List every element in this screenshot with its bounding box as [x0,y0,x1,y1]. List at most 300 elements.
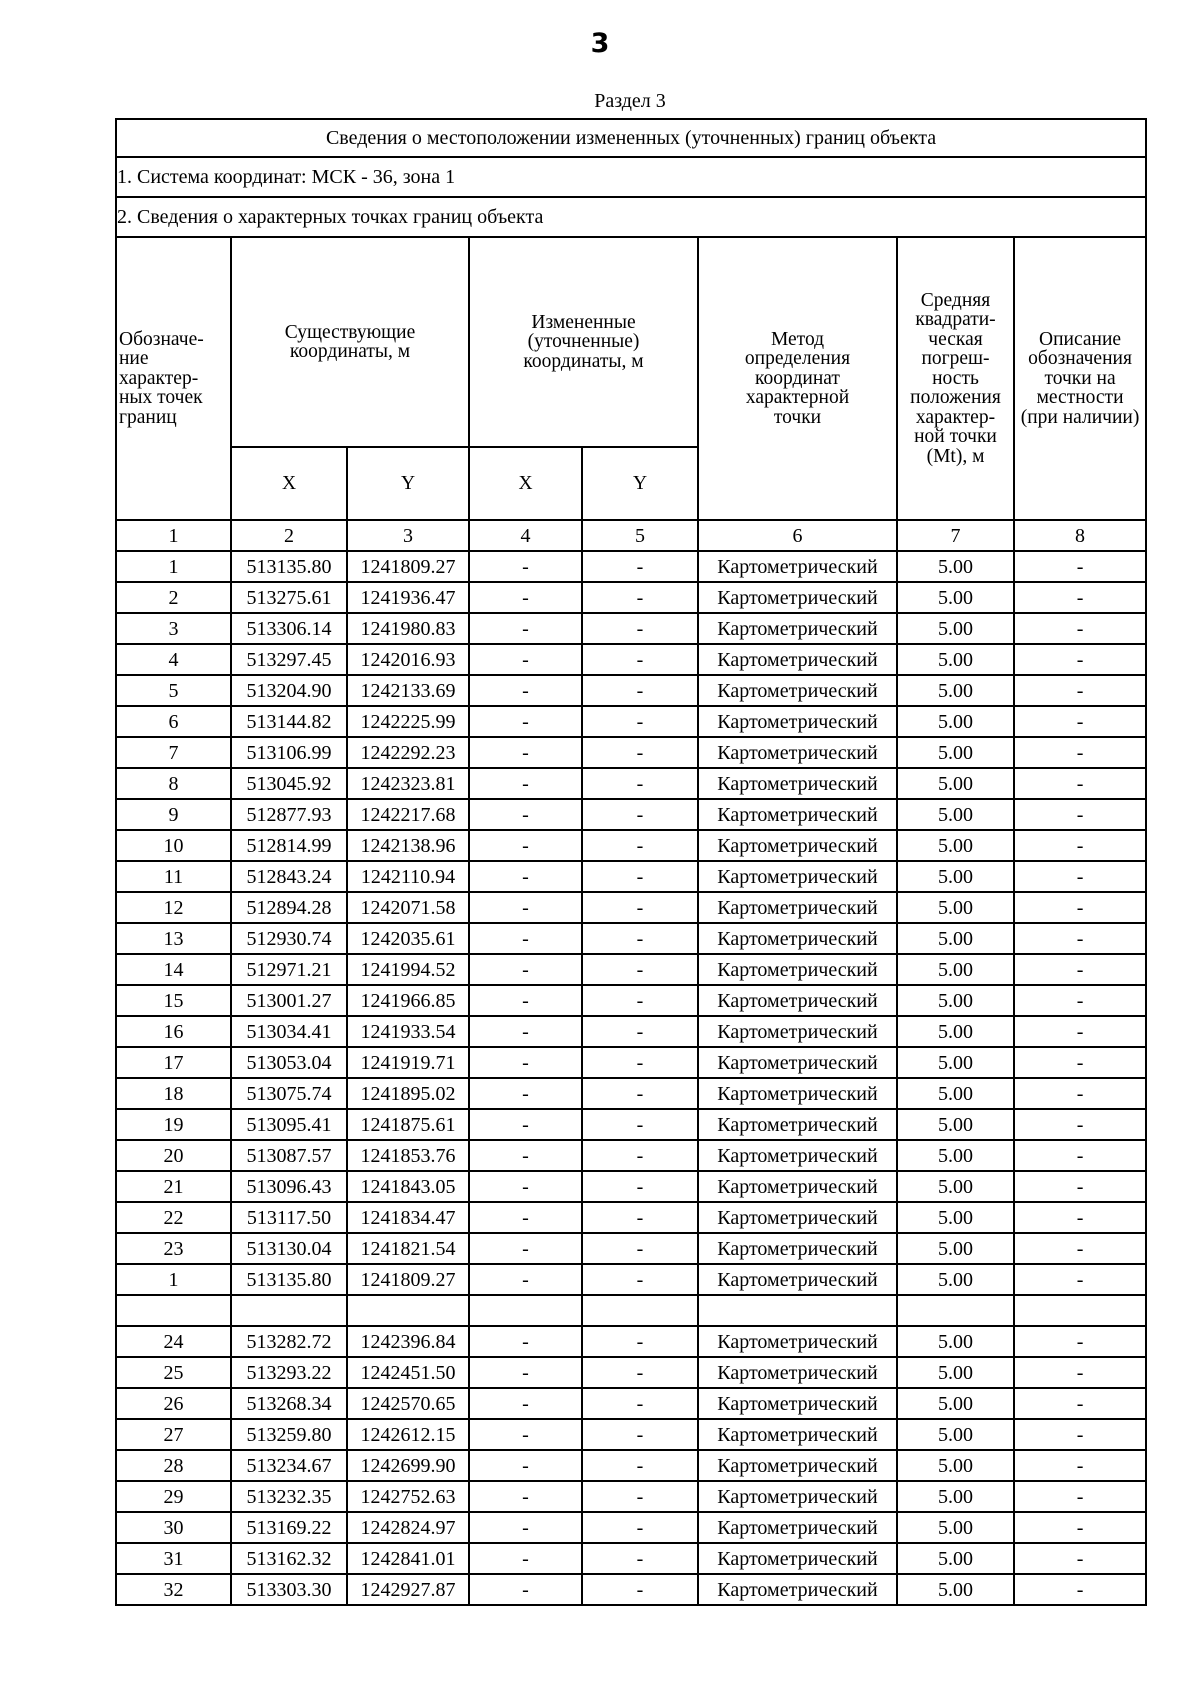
method-cell: Картометрический [698,675,897,706]
empty-cell [347,1295,469,1326]
x-existing-cell: 513275.61 [231,582,347,613]
column-number-cell: 7 [897,520,1014,551]
table-row [116,985,1146,1016]
point-id-cell: 4 [116,644,231,675]
point-id-cell: 10 [116,830,231,861]
y-changed-cell: - [582,1357,698,1388]
error-cell: 5.00 [897,737,1014,768]
x-changed-cell: - [469,1326,582,1357]
y-changed-cell: - [582,551,698,582]
y-changed-cell: - [582,1047,698,1078]
header-x-changed: X [469,447,582,520]
error-cell: 5.00 [897,1078,1014,1109]
table-row [116,1047,1146,1078]
method-cell: Картометрический [698,1574,897,1605]
y-existing-cell: 1242612.15 [347,1419,469,1450]
table-row [116,613,1146,644]
y-existing-cell: 1242396.84 [347,1326,469,1357]
x-existing-cell: 513306.14 [231,613,347,644]
header-error: Средняя квадрати-ческая погреш-ность положения характер-ной точки (Mt), м [897,237,1014,520]
y-changed-cell: - [582,1140,698,1171]
x-existing-cell: 513259.80 [231,1419,347,1450]
method-cell: Картометрический [698,644,897,675]
y-existing-cell: 1242699.90 [347,1450,469,1481]
boundary-points-table [115,118,1147,1606]
x-existing-cell: 513282.72 [231,1326,347,1357]
y-changed-cell: - [582,892,698,923]
table-row [116,1357,1146,1388]
x-changed-cell: - [469,923,582,954]
x-existing-cell: 513162.32 [231,1543,347,1574]
column-number-cell: 2 [231,520,347,551]
x-existing-cell: 513075.74 [231,1078,347,1109]
y-existing-cell: 1241980.83 [347,613,469,644]
x-changed-cell: - [469,1388,582,1419]
x-existing-cell: 513297.45 [231,644,347,675]
x-existing-cell: 513095.41 [231,1109,347,1140]
y-existing-cell: 1242225.99 [347,706,469,737]
table-row [116,1140,1146,1171]
description-cell: - [1014,1543,1146,1574]
method-cell: Картометрический [698,737,897,768]
x-existing-cell: 513034.41 [231,1016,347,1047]
description-cell: - [1014,923,1146,954]
error-cell: 5.00 [897,613,1014,644]
error-cell: 5.00 [897,1357,1014,1388]
y-existing-cell: 1242824.97 [347,1512,469,1543]
point-id-cell: 27 [116,1419,231,1450]
empty-cell [897,1295,1014,1326]
point-id-cell: 12 [116,892,231,923]
method-cell: Картометрический [698,1512,897,1543]
point-id-cell: 32 [116,1574,231,1605]
x-existing-cell: 513303.30 [231,1574,347,1605]
y-existing-cell: 1242071.58 [347,892,469,923]
x-changed-cell: - [469,613,582,644]
point-id-cell: 31 [116,1543,231,1574]
method-cell: Картометрический [698,861,897,892]
y-existing-cell: 1242035.61 [347,923,469,954]
x-existing-cell: 513169.22 [231,1512,347,1543]
y-changed-cell: - [582,1016,698,1047]
y-existing-cell: 1241895.02 [347,1078,469,1109]
y-changed-cell: - [582,1264,698,1295]
method-cell: Картометрический [698,830,897,861]
y-changed-cell: - [582,582,698,613]
description-cell: - [1014,737,1146,768]
page-number: 3 [590,28,610,59]
x-existing-cell: 513204.90 [231,675,347,706]
y-existing-cell: 1242323.81 [347,768,469,799]
description-cell: - [1014,892,1146,923]
x-existing-cell: 512843.24 [231,861,347,892]
method-cell: Картометрический [698,1543,897,1574]
y-existing-cell: 1242752.63 [347,1481,469,1512]
x-existing-cell: 512894.28 [231,892,347,923]
method-cell: Картометрический [698,1171,897,1202]
column-number-cell: 1 [116,520,231,551]
y-changed-cell: - [582,1512,698,1543]
error-cell: 5.00 [897,830,1014,861]
table-row [116,1109,1146,1140]
error-cell: 5.00 [897,644,1014,675]
error-cell: 5.00 [897,861,1014,892]
x-changed-cell: - [469,799,582,830]
table-row [116,861,1146,892]
description-cell: - [1014,1264,1146,1295]
table-row [116,551,1146,582]
description-cell: - [1014,768,1146,799]
x-existing-cell: 513232.35 [231,1481,347,1512]
y-changed-cell: - [582,985,698,1016]
point-id-cell: 19 [116,1109,231,1140]
x-existing-cell: 513135.80 [231,1264,347,1295]
y-changed-cell: - [582,1543,698,1574]
error-cell: 5.00 [897,1109,1014,1140]
table-row [116,923,1146,954]
point-id-cell: 21 [116,1171,231,1202]
error-cell: 5.00 [897,582,1014,613]
method-cell: Картометрический [698,551,897,582]
x-changed-cell: - [469,985,582,1016]
description-cell: - [1014,1388,1146,1419]
x-existing-cell: 513096.43 [231,1171,347,1202]
x-existing-cell: 513053.04 [231,1047,347,1078]
x-changed-cell: - [469,830,582,861]
header-changed-coords: Измененные (уточненные) координаты, м [469,237,698,447]
description-cell: - [1014,1047,1146,1078]
error-cell: 5.00 [897,1140,1014,1171]
column-number-cell: 3 [347,520,469,551]
point-id-cell: 18 [116,1078,231,1109]
method-cell: Картометрический [698,1202,897,1233]
x-changed-cell: - [469,675,582,706]
x-existing-cell: 513106.99 [231,737,347,768]
y-existing-cell: 1241875.61 [347,1109,469,1140]
description-cell: - [1014,582,1146,613]
header-y-changed: Y [582,447,698,520]
x-existing-cell: 513268.34 [231,1388,347,1419]
x-existing-cell: 512971.21 [231,954,347,985]
header-designation: Обозначе-ние характер-ных точек границ [116,237,231,520]
header-x-existing: X [231,447,347,520]
x-changed-cell: - [469,706,582,737]
error-cell: 5.00 [897,1543,1014,1574]
table-row [116,1171,1146,1202]
method-cell: Картометрический [698,954,897,985]
column-number-cell: 4 [469,520,582,551]
x-existing-cell: 513234.67 [231,1450,347,1481]
description-cell: - [1014,1171,1146,1202]
section-title: Раздел 3 [594,90,666,112]
x-changed-cell: - [469,644,582,675]
error-cell: 5.00 [897,799,1014,830]
y-existing-cell: 1241834.47 [347,1202,469,1233]
table-row [116,1450,1146,1481]
point-id-cell: 11 [116,861,231,892]
description-cell: - [1014,1481,1146,1512]
table-title: Сведения о местоположении измененных (уточненных) границ объекта [116,119,1146,157]
x-existing-cell: 512877.93 [231,799,347,830]
method-cell: Картометрический [698,1481,897,1512]
table-row [116,1574,1146,1605]
table-row [116,1078,1146,1109]
description-cell: - [1014,1140,1146,1171]
y-changed-cell: - [582,613,698,644]
x-changed-cell: - [469,582,582,613]
x-changed-cell: - [469,1109,582,1140]
y-changed-cell: - [582,1078,698,1109]
error-cell: 5.00 [897,1016,1014,1047]
method-cell: Картометрический [698,1078,897,1109]
table-row [116,1419,1146,1450]
x-existing-cell: 513135.80 [231,551,347,582]
y-existing-cell: 1241853.76 [347,1140,469,1171]
method-cell: Картометрический [698,613,897,644]
point-id-cell: 16 [116,1016,231,1047]
empty-cell [116,1295,231,1326]
y-existing-cell: 1241966.85 [347,985,469,1016]
description-cell: - [1014,985,1146,1016]
point-id-cell: 15 [116,985,231,1016]
method-cell: Картометрический [698,799,897,830]
points-caption: 2. Сведения о характерных точках границ объекта [116,197,1146,237]
table-row [116,954,1146,985]
error-cell: 5.00 [897,985,1014,1016]
x-changed-cell: - [469,768,582,799]
error-cell: 5.00 [897,1326,1014,1357]
y-changed-cell: - [582,1481,698,1512]
y-existing-cell: 1242927.87 [347,1574,469,1605]
x-changed-cell: - [469,1233,582,1264]
x-changed-cell: - [469,1047,582,1078]
description-cell: - [1014,1326,1146,1357]
x-changed-cell: - [469,1078,582,1109]
y-changed-cell: - [582,861,698,892]
x-changed-cell: - [469,1512,582,1543]
table-row [116,799,1146,830]
x-existing-cell: 513001.27 [231,985,347,1016]
x-existing-cell: 512814.99 [231,830,347,861]
y-changed-cell: - [582,830,698,861]
x-existing-cell: 513117.50 [231,1202,347,1233]
point-id-cell: 26 [116,1388,231,1419]
header-description: Описание обозначения точки на местности (при наличии) [1014,237,1146,520]
y-existing-cell: 1242133.69 [347,675,469,706]
x-existing-cell: 512930.74 [231,923,347,954]
header-existing-coords: Существующие координаты, м [231,237,469,447]
x-changed-cell: - [469,1450,582,1481]
x-changed-cell: - [469,892,582,923]
x-existing-cell: 513144.82 [231,706,347,737]
error-cell: 5.00 [897,892,1014,923]
point-id-cell: 5 [116,675,231,706]
y-existing-cell: 1241821.54 [347,1233,469,1264]
error-cell: 5.00 [897,1264,1014,1295]
method-cell: Картометрический [698,1357,897,1388]
point-id-cell: 14 [116,954,231,985]
error-cell: 5.00 [897,675,1014,706]
description-cell: - [1014,1109,1146,1140]
y-changed-cell: - [582,1233,698,1264]
point-id-cell: 30 [116,1512,231,1543]
column-number-cell: 5 [582,520,698,551]
table-row [116,1202,1146,1233]
method-cell: Картометрический [698,768,897,799]
empty-cell [698,1295,897,1326]
error-cell: 5.00 [897,1047,1014,1078]
point-id-cell: 17 [116,1047,231,1078]
description-cell: - [1014,1233,1146,1264]
column-number-cell: 8 [1014,520,1146,551]
y-changed-cell: - [582,1202,698,1233]
error-cell: 5.00 [897,1450,1014,1481]
point-id-cell: 1 [116,1264,231,1295]
description-cell: - [1014,675,1146,706]
description-cell: - [1014,1357,1146,1388]
table-row [116,1388,1146,1419]
method-cell: Картометрический [698,1016,897,1047]
column-number-cell: 6 [698,520,897,551]
point-id-cell: 23 [116,1233,231,1264]
point-id-cell: 1 [116,551,231,582]
y-existing-cell: 1241919.71 [347,1047,469,1078]
x-existing-cell: 513045.92 [231,768,347,799]
error-cell: 5.00 [897,551,1014,582]
table-row [116,737,1146,768]
description-cell: - [1014,1078,1146,1109]
y-changed-cell: - [582,1388,698,1419]
point-id-cell: 9 [116,799,231,830]
description-cell: - [1014,1419,1146,1450]
method-cell: Картометрический [698,582,897,613]
error-cell: 5.00 [897,1202,1014,1233]
y-changed-cell: - [582,799,698,830]
y-existing-cell: 1242451.50 [347,1357,469,1388]
table-row [116,1233,1146,1264]
point-id-cell: 3 [116,613,231,644]
table-row [116,582,1146,613]
method-cell: Картометрический [698,1388,897,1419]
x-existing-cell: 513293.22 [231,1357,347,1388]
y-existing-cell: 1242016.93 [347,644,469,675]
method-cell: Картометрический [698,1233,897,1264]
table-row [116,768,1146,799]
empty-cell [582,1295,698,1326]
point-id-cell: 7 [116,737,231,768]
x-changed-cell: - [469,1264,582,1295]
description-cell: - [1014,644,1146,675]
point-id-cell: 22 [116,1202,231,1233]
header-y-existing: Y [347,447,469,520]
method-cell: Картометрический [698,985,897,1016]
description-cell: - [1014,861,1146,892]
method-cell: Картометрический [698,923,897,954]
y-existing-cell: 1242110.94 [347,861,469,892]
x-changed-cell: - [469,1419,582,1450]
method-cell: Картометрический [698,1047,897,1078]
table-row [116,1264,1146,1295]
error-cell: 5.00 [897,1171,1014,1202]
y-existing-cell: 1242138.96 [347,830,469,861]
method-cell: Картометрический [698,1264,897,1295]
x-changed-cell: - [469,861,582,892]
description-cell: - [1014,1512,1146,1543]
table-row [116,644,1146,675]
point-id-cell: 13 [116,923,231,954]
error-cell: 5.00 [897,954,1014,985]
description-cell: - [1014,613,1146,644]
method-cell: Картометрический [698,1450,897,1481]
description-cell: - [1014,706,1146,737]
empty-cell [469,1295,582,1326]
x-changed-cell: - [469,737,582,768]
x-changed-cell: - [469,1543,582,1574]
description-cell: - [1014,1016,1146,1047]
table-row [116,892,1146,923]
table-row [116,1543,1146,1574]
point-id-cell: 8 [116,768,231,799]
method-cell: Картометрический [698,706,897,737]
y-changed-cell: - [582,923,698,954]
y-existing-cell: 1241936.47 [347,582,469,613]
y-existing-cell: 1241933.54 [347,1016,469,1047]
error-cell: 5.00 [897,1388,1014,1419]
y-changed-cell: - [582,1109,698,1140]
description-cell: - [1014,551,1146,582]
description-cell: - [1014,1574,1146,1605]
point-id-cell: 28 [116,1450,231,1481]
x-changed-cell: - [469,551,582,582]
x-existing-cell: 513087.57 [231,1140,347,1171]
y-changed-cell: - [582,644,698,675]
error-cell: 5.00 [897,1419,1014,1450]
y-existing-cell: 1242292.23 [347,737,469,768]
description-cell: - [1014,830,1146,861]
method-cell: Картометрический [698,892,897,923]
y-existing-cell: 1241994.52 [347,954,469,985]
x-changed-cell: - [469,954,582,985]
point-id-cell: 6 [116,706,231,737]
x-changed-cell: - [469,1574,582,1605]
error-cell: 5.00 [897,1574,1014,1605]
y-existing-cell: 1241809.27 [347,1264,469,1295]
error-cell: 5.00 [897,706,1014,737]
y-changed-cell: - [582,706,698,737]
y-changed-cell: - [582,1419,698,1450]
point-id-cell: 25 [116,1357,231,1388]
y-existing-cell: 1242841.01 [347,1543,469,1574]
y-existing-cell: 1241843.05 [347,1171,469,1202]
error-cell: 5.00 [897,1481,1014,1512]
coord-system: 1. Система координат: МСК - 36, зона 1 [116,157,1146,197]
method-cell: Картометрический [698,1419,897,1450]
x-changed-cell: - [469,1140,582,1171]
x-changed-cell: - [469,1481,582,1512]
y-changed-cell: - [582,675,698,706]
description-cell: - [1014,954,1146,985]
y-existing-cell: 1241809.27 [347,551,469,582]
point-id-cell: 20 [116,1140,231,1171]
method-cell: Картометрический [698,1140,897,1171]
description-cell: - [1014,799,1146,830]
point-id-cell: 2 [116,582,231,613]
y-changed-cell: - [582,1450,698,1481]
y-existing-cell: 1242570.65 [347,1388,469,1419]
error-cell: 5.00 [897,1512,1014,1543]
method-cell: Картометрический [698,1109,897,1140]
description-cell: - [1014,1202,1146,1233]
